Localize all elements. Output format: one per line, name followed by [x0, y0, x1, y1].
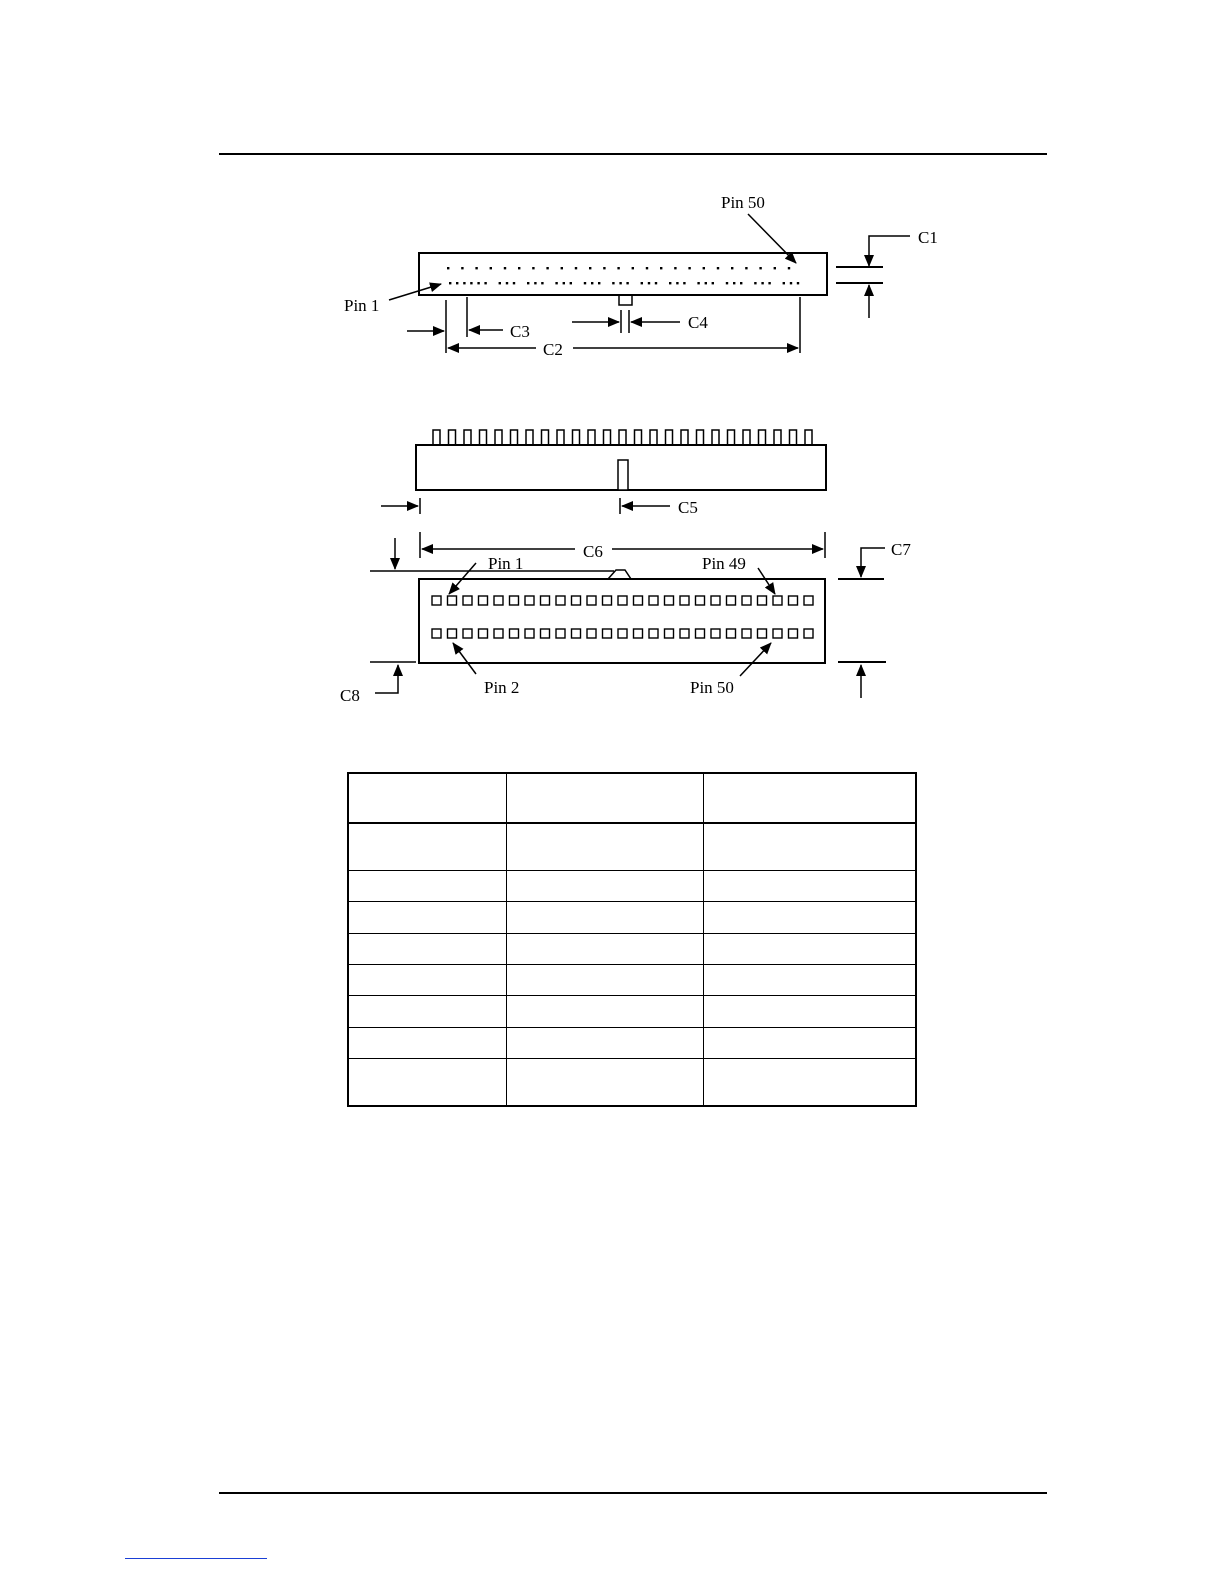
pin-socket [479, 629, 488, 638]
table-cell [348, 964, 507, 995]
pin-lead [526, 430, 533, 446]
pin-dot [506, 282, 508, 284]
table-row [348, 996, 916, 1027]
pin-lead [759, 430, 766, 446]
pin-dot [783, 282, 785, 284]
table-cell [704, 1027, 917, 1058]
pin-socket [696, 629, 705, 638]
pin-socket [649, 629, 658, 638]
pin-dot [477, 282, 479, 284]
table-cell [507, 823, 704, 870]
table-cell [704, 870, 917, 901]
pin-socket [758, 629, 767, 638]
pin-socket [665, 629, 674, 638]
pin-socket [448, 629, 457, 638]
top-view [344, 193, 938, 359]
pin-socket [541, 629, 550, 638]
table-cell [348, 996, 507, 1027]
pin-dot [646, 267, 648, 269]
table-row [348, 933, 916, 964]
pin-dot [676, 282, 678, 284]
table-cell [507, 870, 704, 901]
connector-body-top [419, 253, 827, 295]
table-cell [507, 1027, 704, 1058]
pin-socket [789, 596, 798, 605]
pin-socket [680, 629, 689, 638]
pin-socket [618, 596, 627, 605]
table-cell [704, 823, 917, 870]
pin-lead [697, 430, 704, 446]
pin-lead [650, 430, 657, 446]
c7-label: C7 [891, 540, 911, 559]
pin-socket [510, 596, 519, 605]
footer-link-underline[interactable] [125, 1558, 267, 1559]
dimension-table [347, 772, 917, 1107]
pin-socket [634, 629, 643, 638]
pin-socket [494, 596, 503, 605]
pin-socket [804, 629, 813, 638]
pin-lead [743, 430, 750, 446]
pin-dots-top [447, 267, 799, 284]
table-cell [507, 996, 704, 1027]
pin-socket [556, 596, 565, 605]
pin-dot [470, 282, 472, 284]
pin-socket [463, 596, 472, 605]
pin-socket [680, 596, 689, 605]
pin-lead [464, 430, 471, 446]
table-cell [507, 902, 704, 933]
pin-dot [617, 267, 619, 269]
pin-dot [717, 267, 719, 269]
side-view [381, 430, 826, 517]
pin-dot [534, 282, 536, 284]
pin-lead [573, 430, 580, 446]
pin-socket [525, 629, 534, 638]
pin-dot [513, 282, 515, 284]
table-row [348, 902, 916, 933]
table-header-row [348, 773, 916, 823]
pin50-label-front: Pin 50 [690, 678, 734, 697]
pin-socket [603, 596, 612, 605]
pin-lead [557, 430, 564, 446]
pin-dot [660, 267, 662, 269]
pin-socket [479, 596, 488, 605]
table-cell [348, 1027, 507, 1058]
pin-socket [758, 596, 767, 605]
pin-dot [768, 282, 770, 284]
pin-socket [603, 629, 612, 638]
pin-dot [570, 282, 572, 284]
pin2-leader-front [453, 643, 476, 674]
pin-socket [742, 596, 751, 605]
pin-dot [449, 282, 451, 284]
pin-dot [790, 282, 792, 284]
pin-dot [626, 282, 628, 284]
pin-lead [774, 430, 781, 446]
pin-dot [683, 282, 685, 284]
table-cell [348, 870, 507, 901]
table-cell [507, 933, 704, 964]
pin-lead [666, 430, 673, 446]
pin-lead [433, 430, 440, 446]
pin-socket [789, 629, 798, 638]
table-row [348, 964, 916, 995]
pin-dot [797, 282, 799, 284]
pin-dot [490, 267, 492, 269]
pin-lead [712, 430, 719, 446]
pin-dot [759, 267, 761, 269]
pin-dot [598, 282, 600, 284]
table-row [348, 1027, 916, 1058]
pin-dot [461, 267, 463, 269]
table-cell [348, 823, 507, 870]
table-row [348, 823, 916, 870]
pin50-leader-top [748, 214, 796, 263]
table-row [348, 1059, 916, 1106]
c3-label: C3 [510, 322, 530, 341]
pin-lead [604, 430, 611, 446]
pin-socket [634, 596, 643, 605]
pin-lead [790, 430, 797, 446]
table-cell [704, 933, 917, 964]
pin1-label-top: Pin 1 [344, 296, 380, 315]
pin-dot [688, 267, 690, 269]
pin-socket [665, 596, 674, 605]
pin-socket [711, 596, 720, 605]
pin-dot [754, 282, 756, 284]
front-view [340, 532, 911, 705]
pin-socket [804, 596, 813, 605]
pin-dot [641, 282, 643, 284]
pin49-label-front: Pin 49 [702, 554, 746, 573]
pin-dot [740, 282, 742, 284]
key-slot-side [618, 460, 628, 490]
pin-dot [555, 282, 557, 284]
table-cell [507, 1059, 704, 1106]
pin-socket [432, 596, 441, 605]
pin-dot [603, 267, 605, 269]
table-cell [348, 902, 507, 933]
pin-dot [697, 282, 699, 284]
pin-dot [518, 267, 520, 269]
pin-socket [572, 596, 581, 605]
pin-grid-front [432, 596, 813, 638]
pin-socket [432, 629, 441, 638]
table-cell [348, 1059, 507, 1106]
c8-label: C8 [340, 686, 360, 705]
pin-lead [480, 430, 487, 446]
pin-dot [532, 267, 534, 269]
pin-dot [546, 267, 548, 269]
pin-dot [669, 282, 671, 284]
pin-dot [589, 267, 591, 269]
pin50-label-top: Pin 50 [721, 193, 765, 212]
pin-socket [773, 629, 782, 638]
pin-dot [655, 282, 657, 284]
footer-rule [219, 1492, 1047, 1494]
pin-dot [475, 267, 477, 269]
pin-socket [587, 629, 596, 638]
pin-dot [648, 282, 650, 284]
pin-socket [727, 629, 736, 638]
pin-socket [649, 596, 658, 605]
key-notch-top [619, 295, 632, 305]
pin-dot [447, 267, 449, 269]
pin-dot [731, 267, 733, 269]
pin-dot [575, 267, 577, 269]
c7-leader [861, 548, 885, 577]
pin-dot [527, 282, 529, 284]
pin-lead [542, 430, 549, 446]
c5-label: C5 [678, 498, 698, 517]
pin-socket [727, 596, 736, 605]
table-cell [704, 964, 917, 995]
connector-diagram [0, 0, 1224, 760]
table-cell [704, 1059, 917, 1106]
c1-label: C1 [918, 228, 938, 247]
pin49-leader-front [758, 568, 775, 594]
pin-dot [712, 282, 714, 284]
pin-dot [774, 267, 776, 269]
c6-label: C6 [583, 542, 603, 561]
pin-socket [711, 629, 720, 638]
table-cell [704, 773, 917, 823]
pin-socket [572, 629, 581, 638]
pin-socket [541, 596, 550, 605]
pin-dot [563, 282, 565, 284]
pin-socket [618, 629, 627, 638]
c1-leader [869, 236, 910, 266]
pin-socket [525, 596, 534, 605]
table-cell [348, 773, 507, 823]
pin-socket [773, 596, 782, 605]
pin-dot [484, 282, 486, 284]
pin-lead [588, 430, 595, 446]
pin-dot [504, 267, 506, 269]
pin-lead [511, 430, 518, 446]
pin-dot [703, 267, 705, 269]
pin-socket [463, 629, 472, 638]
pin-socket [587, 596, 596, 605]
pin-dot [726, 282, 728, 284]
pin-lead [728, 430, 735, 446]
pin-lead [805, 430, 812, 446]
pin-dot [463, 282, 465, 284]
pin-lead [681, 430, 688, 446]
pin-dot [541, 282, 543, 284]
pin-dot [632, 267, 634, 269]
pin-socket [556, 629, 565, 638]
pin-dot [745, 267, 747, 269]
pin-dot [619, 282, 621, 284]
table-cell [507, 964, 704, 995]
pin1-leader-top [389, 284, 441, 300]
pin-dot [705, 282, 707, 284]
c8-leader [375, 665, 398, 693]
pin-dot [499, 282, 501, 284]
pin-lead [619, 430, 626, 446]
table-row [348, 870, 916, 901]
pin1-label-front: Pin 1 [488, 554, 524, 573]
pin-socket [448, 596, 457, 605]
pin-dot [456, 282, 458, 284]
pin-lead [635, 430, 642, 446]
pin-dot [674, 267, 676, 269]
table-cell [348, 933, 507, 964]
pin-socket [494, 629, 503, 638]
pin-dot [788, 267, 790, 269]
pin-dot [561, 267, 563, 269]
pin-socket [510, 629, 519, 638]
c2-label: C2 [543, 340, 563, 359]
table-cell [704, 902, 917, 933]
pin-dot [761, 282, 763, 284]
pin-dot [591, 282, 593, 284]
pin-socket [696, 596, 705, 605]
pin-socket [742, 629, 751, 638]
pin-dot [612, 282, 614, 284]
pin50-leader-front [740, 643, 771, 676]
c4-label: C4 [688, 313, 708, 332]
table-cell [507, 773, 704, 823]
pin-dot [733, 282, 735, 284]
pin-dot [584, 282, 586, 284]
side-pins [433, 430, 812, 446]
table-cell [704, 996, 917, 1027]
pin-lead [495, 430, 502, 446]
pin2-label-front: Pin 2 [484, 678, 520, 697]
pin-lead [449, 430, 456, 446]
